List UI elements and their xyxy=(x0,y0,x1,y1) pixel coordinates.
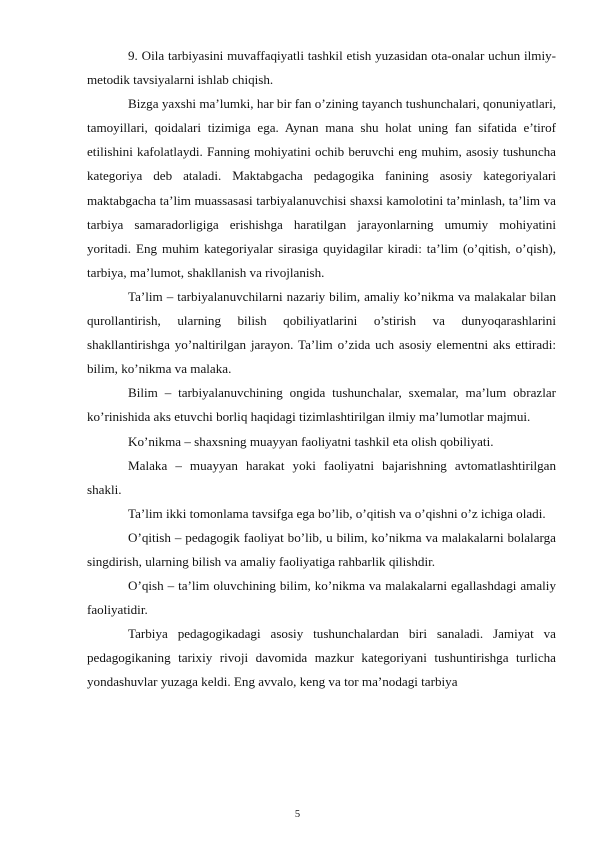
paragraph-item-9-recommendations: 9. Oila tarbiyasini muvaffaqiyatli tashkil etish yuzasidan ota-onalar uchun ilmiy-metodik tavsiyalarni ishlab chiqish. xyxy=(87,48,556,88)
page-number: 5 xyxy=(294,809,301,820)
paragraph-malaka-definition: Malaka – muayyan harakat yoki faoliyatni bajarishning avtomatlashtirilgan shakli. xyxy=(87,457,556,497)
paragraph-oqitish-definition: O’qitish – pedagogik faoliyat bo’lib, u bilim, ko’nikma va malakalarni bolalarga singdirish, ularning bilish va amaliy faoliyatiga rahbarlik qilishdir. xyxy=(87,529,556,569)
paragraph-talim-definition: Ta’lim – tarbiyalanuvchilarni nazariy bilim, amaliy ko’nikma va malakalar bilan qurollantirish, ularning bilish qobiliyatlarini o’stirish va dunyoqarashlarini shakllantirishga yo’naltirilgan jarayon. Ta’lim o’zida uch asosiy elementni aks ettiradi: bilim, ko’nikma va malaka. xyxy=(87,288,556,377)
paragraph-categories-intro: Bizga yaxshi ma’lumki, har bir fan o’zining tayanch tushunchalari, qonuniyatlari, tamoyillari, qoidalari tizimiga ega. Aynan mana shu holat uning fan sifatida e’tirof etilishini kafolatlaydi. Fanning mohiyatini ochib beruvchi eng muhim, asosiy tushuncha kategoriya deb ataladi. Maktabgacha pedagogika fanining asosiy kategoriyalari maktabgacha ta’lim muassasasi tarbiyalanuvchisi shaxsi kamolotini ta’minlash, ta’lim va tarbiya samaradorligiga erishishga haratilgan jarayonlarning umumiy mohiyatini yoritadi. Eng muhim kategoriyalar sirasiga quyidagilar kiradi: ta’lim (o’qitish, o’qish), tarbiya, ma’lumot, shakllanish va rivojlanish. xyxy=(87,96,556,280)
paragraph-tarbiya-intro: Tarbiya pedagogikadagi asosiy tushunchalardan biri sanaladi. Jamiyat va pedagogikaning tarixiy rivoji davomida mazkur kategoriyani tushuntirishga turlicha yondashuvlar yuzaga keldi. Eng avvalo, keng va tor ma’nodagi tarbiya xyxy=(87,626,556,690)
paragraph-talim-two-sided: Ta’lim ikki tomonlama tavsifga ega bo’lib, o’qitish va o’qishni o’z ichiga oladi. xyxy=(128,505,546,521)
paragraph-konikma-definition: Ko’nikma – shaxsning muayyan faoliyatni tashkil eta olish qobiliyati. xyxy=(128,433,494,449)
paragraph-oqish-definition: O’qish – ta’lim oluvchining bilim, ko’nikma va malakalarni egallashdagi amaliy faoliyatidir. xyxy=(87,578,556,618)
paragraph-bilim-definition: Bilim – tarbiyalanuvchining ongida tushunchalar, sxemalar, ma’lum obrazlar ko’rinishida aks etuvchi borliq haqidagi tizimlashtirilgan ilmiy ma’lumotlar majmui. xyxy=(87,385,556,425)
page-body xyxy=(87,44,556,695)
